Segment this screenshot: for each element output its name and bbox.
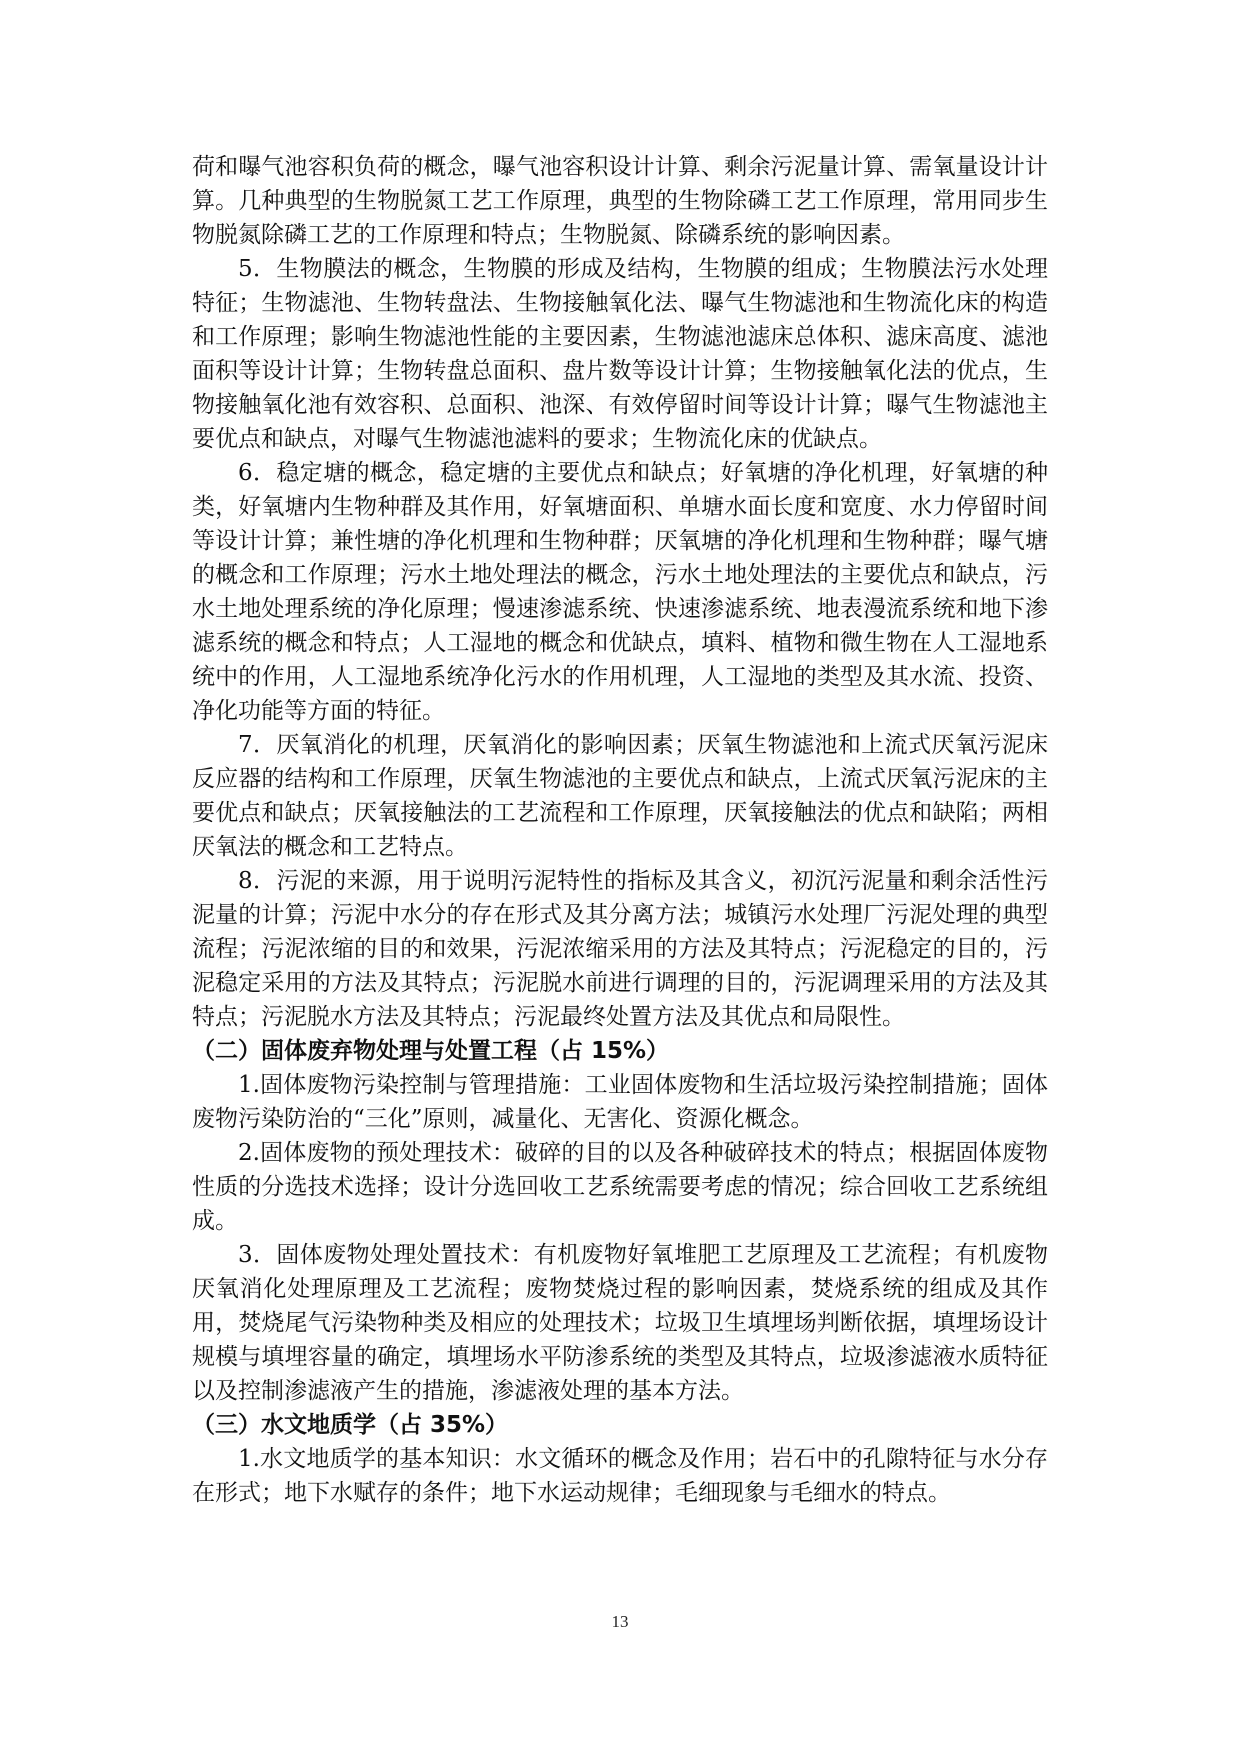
- paragraph-hydrogeology-item-1: 1.水文地质学的基本知识：水文循环的概念及作用；岩石中的孔隙特征与水分存在形式；地下水赋存的条件；地下水运动规律；毛细现象与毛细水的特点。: [192, 1446, 1048, 1506]
- page-number: 13: [611, 1612, 629, 1631]
- section-heading-hydrogeology: （三）水文地质学（占 35%）: [192, 1412, 509, 1438]
- paragraph-item-5-biofilm: 5．生物膜法的概念，生物膜的形成及结构，生物膜的组成；生物膜法污水处理特征；生物滤池、生物转盘法、生物接触氧化法、曝气生物滤池和生物流化床的构造和工作原理；影响生物滤池性能的主要因素，生物滤池滤床总体积、滤床高度、滤池面积等设计计算；生物转盘总面积、盘片数等设计计算；生物接触氧化法的优点，生物接触氧化池有效容积、总面积、池深、有效停留时间等设计计算；曝气生物滤池主要优点和缺点，对曝气生物滤池滤料的要求；生物流化床的优缺点。: [192, 256, 1048, 452]
- paragraph-item-7-anaerobic-digestion: 7．厌氧消化的机理，厌氧消化的影响因素；厌氧生物滤池和上流式厌氧污泥床反应器的结构和工作原理，厌氧生物滤池的主要优点和缺点，上流式厌氧污泥床的主要优点和缺点；厌氧接触法的工艺流程和工作原理，厌氧接触法的优点和缺陷；两相厌氧法的概念和工艺特点。: [192, 732, 1048, 860]
- paragraph-solid-waste-item-1: 1.固体废物污染控制与管理措施：工业固体废物和生活垃圾污染控制措施；固体废物污染防治的“三化”原则，减量化、无害化、资源化概念。: [192, 1072, 1048, 1132]
- paragraph-item-6-stabilization-pond: 6．稳定塘的概念，稳定塘的主要优点和缺点；好氧塘的净化机理，好氧塘的种类，好氧塘内生物种群及其作用，好氧塘面积、单塘水面长度和宽度、水力停留时间等设计计算；兼性塘的净化机理和生物种群；厌氧塘的净化机理和生物种群；曝气塘的概念和工作原理；污水土地处理法的概念，污水土地处理法的主要优点和缺点，污水土地处理系统的净化原理；慢速渗滤系统、快速渗滤系统、地表漫流系统和地下渗滤系统的概念和特点；人工湿地的概念和优缺点，填料、植物和微生物在人工湿地系统中的作用，人工湿地系统净化污水的作用机理，人工湿地的类型及其水流、投资、净化功能等方面的特征。: [192, 460, 1048, 724]
- paragraph-item-8-sludge: 8．污泥的来源，用于说明污泥特性的指标及其含义，初沉污泥量和剩余活性污泥量的计算；污泥中水分的存在形式及其分离方法；城镇污水处理厂污泥处理的典型流程；污泥浓缩的目的和效果，污泥浓缩采用的方法及其特点；污泥稳定的目的，污泥稳定采用的方法及其特点；污泥脱水前进行调理的目的，污泥调理采用的方法及其特点；污泥脱水方法及其特点；污泥最终处置方法及其优点和局限性。: [192, 868, 1048, 1030]
- section-heading-solid-waste: （二）固体废弃物处理与处置工程（占 15%）: [192, 1038, 670, 1064]
- document-body: [192, 150, 1048, 1510]
- paragraph-solid-waste-item-3: 3．固体废物处理处置技术：有机废物好氧堆肥工艺原理及工艺流程；有机废物厌氧消化处理原理及工艺流程；废物焚烧过程的影响因素，焚烧系统的组成及其作用，焚烧尾气污染物种类及相应的处理技术；垃圾卫生填埋场判断依据，填埋场设计规模与填埋容量的确定，填埋场水平防渗系统的类型及其特点，垃圾渗滤液水质特征以及控制渗滤液产生的措施，渗滤液处理的基本方法。: [192, 1242, 1048, 1404]
- paragraph-activated-sludge-continued: 荷和曝气池容积负荷的概念，曝气池容积设计计算、剩余污泥量计算、需氧量设计计算。几种典型的生物脱氮工艺工作原理，典型的生物除磷工艺工作原理，常用同步生物脱氮除磷工艺的工作原理和特点；生物脱氮、除磷系统的影响因素。: [192, 154, 1048, 248]
- paragraph-solid-waste-item-2: 2.固体废物的预处理技术：破碎的目的以及各种破碎技术的特点；根据固体废物性质的分选技术选择；设计分选回收工艺系统需要考虑的情况；综合回收工艺系统组成。: [192, 1140, 1048, 1234]
